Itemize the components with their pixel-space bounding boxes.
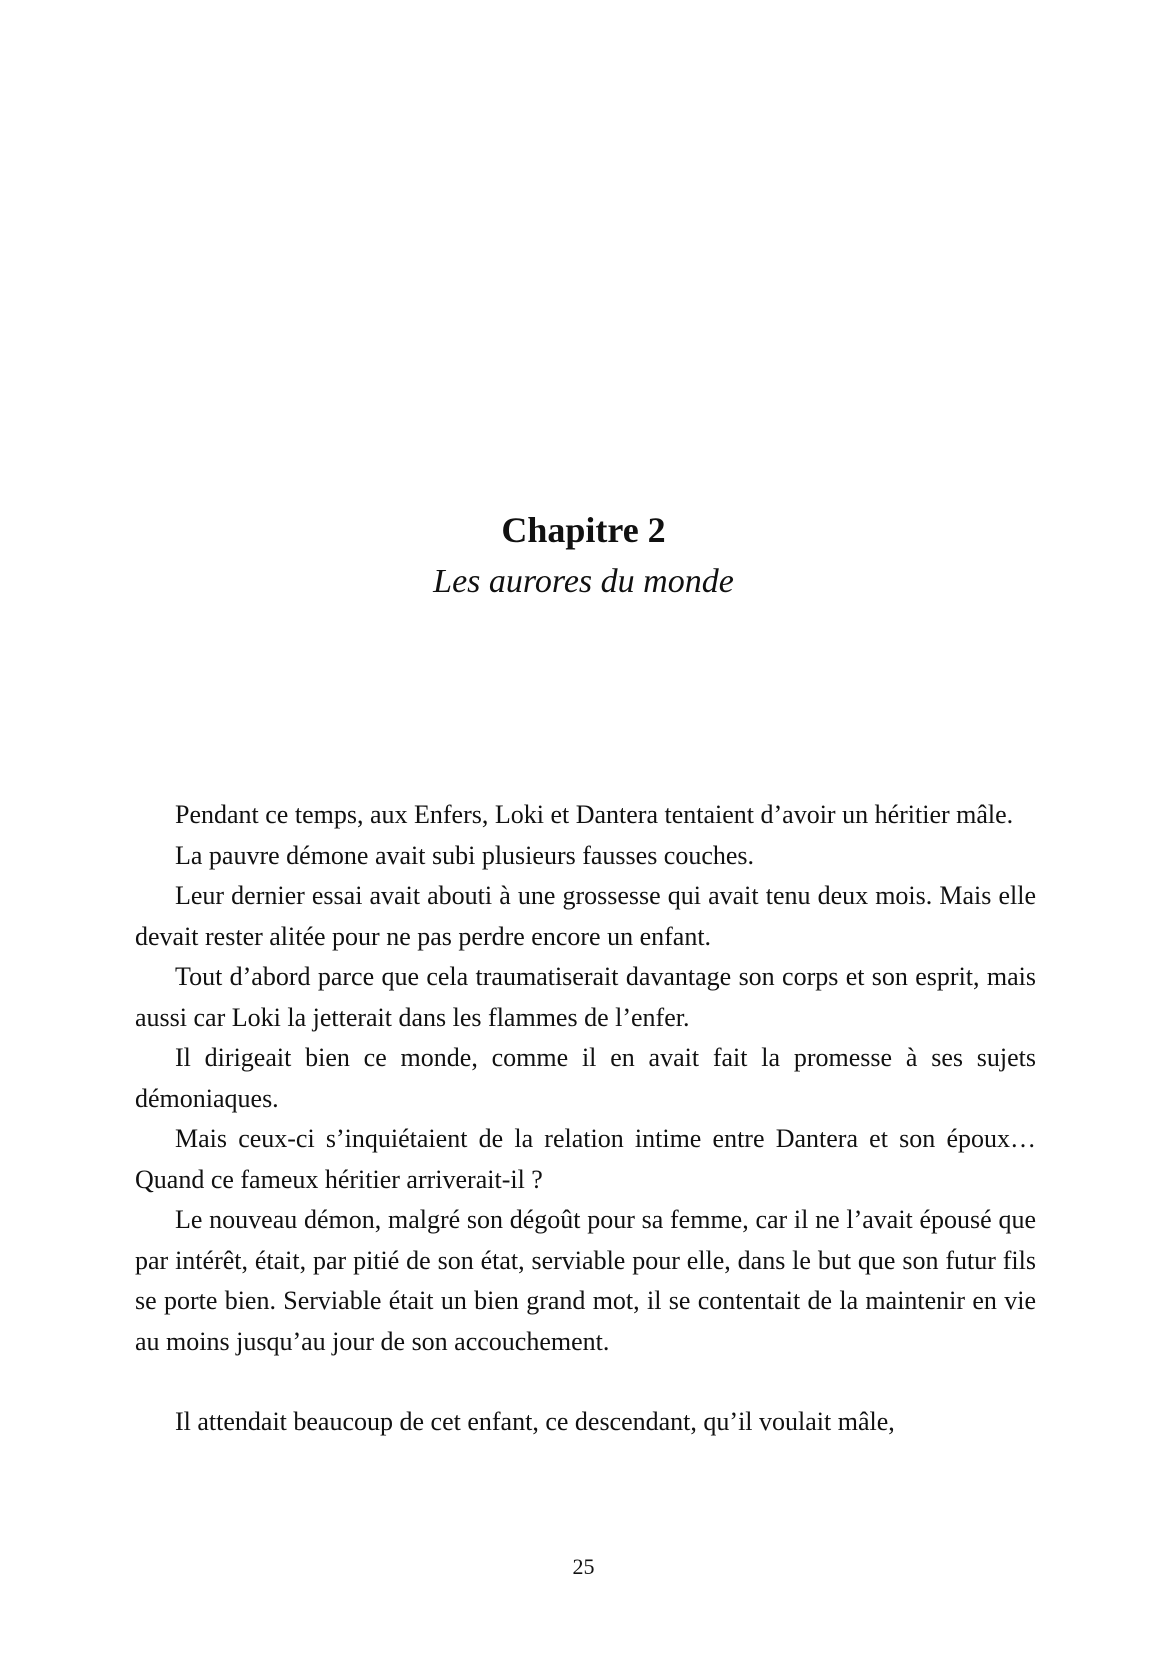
page-number: 25	[572, 1554, 595, 1579]
paragraph: Leur dernier essai avait abouti à une grossesse qui avait tenu deux mois. Mais elle devait rester alitée pour ne pas perdre encore un enfant.	[135, 881, 1036, 951]
paragraph: Il dirigeait bien ce monde, comme il en avait fait la promesse à ses sujets démoniaques.	[135, 1043, 1036, 1113]
paragraph: Tout d’abord parce que cela traumatiserait davantage son corps et son esprit, mais aussi car Loki la jetterait dans les flammes de l’enfer.	[135, 962, 1036, 1032]
chapter-body	[135, 795, 1036, 1443]
chapter-title: Les aurores du monde	[433, 563, 734, 600]
chapter-number: Chapitre 2	[501, 510, 666, 550]
paragraph: Il attendait beaucoup de cet enfant, ce descendant, qu’il voulait mâle,	[175, 1407, 895, 1436]
paragraph: La pauvre démone avait subi plusieurs fausses couches.	[175, 840, 755, 870]
chapter-heading	[0, 508, 1167, 604]
paragraph: Le nouveau démon, malgré son dégoût pour sa femme, car il ne l’avait épousé que par intérêt, était, par pitié de son état, serviable pour elle, dans le but que son futur fils se porte bien. Serviable était un bien grand mot, il se contentait de la maintenir en vie au moins jusqu’au jour de son accouchement.	[135, 1205, 1036, 1356]
paragraph: Mais ceux-ci s’inquiétaient de la relation intime entre Dantera et son époux… Quand ce fameux héritier arriverait-il ?	[135, 1124, 1036, 1194]
paragraph: Pendant ce temps, aux Enfers, Loki et Dantera tentaient d’avoir un héritier mâle.	[175, 800, 1014, 829]
